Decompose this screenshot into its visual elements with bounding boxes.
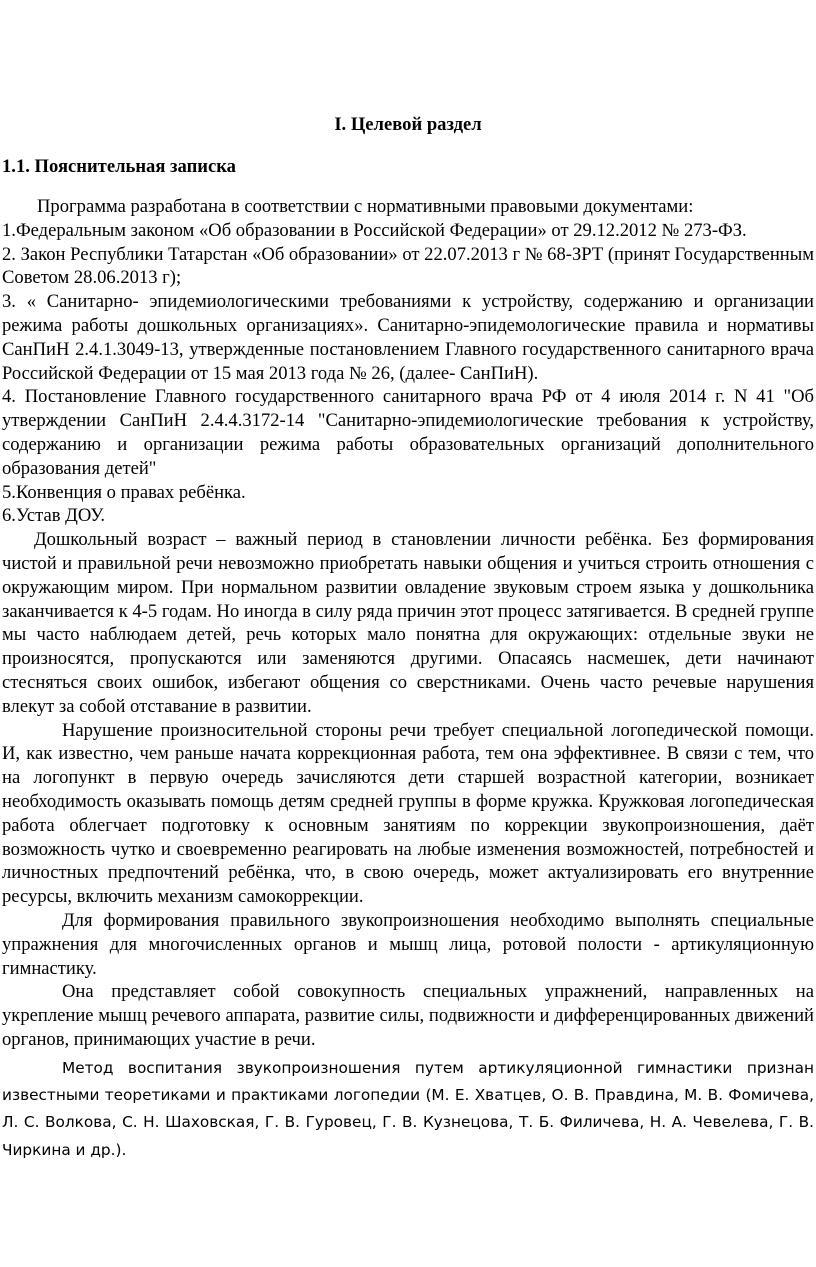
body-paragraph-preschool-age: Дошкольный возраст – важный период в становлении личности ребёнка. Без формирования чистой и правильной речи невозможно приобретать навыки общения и учиться строить отношения с окружающим миром. При нормальном развитии овладение звуковым строем языка у дошкольника заканчивается к 4-5 годам. Но иногда в силу ряда причин этот процесс затягивается. В средней группе мы часто наблюдаем детей, речь которых мало понятна для окружающих: отдельные звуки не произносятся, пропускаются или заменяются другими. Опасаясь насмешек, дети начинают стесняться своих ошибок, избегают общения со сверстниками. Очень часто речевые нарушения влекут за собой отставание в развитии. <box>2 529 814 717</box>
list-item-5: 5.Конвенция о правах ребёнка. <box>2 481 246 503</box>
body-paragraph-exercises: Она представляет собой совокупность специальных упражнений, направленных на укрепление мышц речевого аппарата, развитие силы, подвижности и дифференцированных движений органов, принимающих участие в речи. <box>2 981 814 1050</box>
list-item-1: 1.Федеральным законом «Об образовании в Российской Федерации» от 29.12.2012 № 273-ФЗ. <box>2 219 747 241</box>
body-paragraph-articulation: Для формирования правильного звукопроизношения необходимо выполнять специальные упражнения для многочисленных органов и мышц лица, ротовой полости - артикуляционную гимнастику. <box>2 909 814 979</box>
intro-paragraph: Программа разработана в соответствии с нормативными правовыми документами: <box>37 196 694 217</box>
list-item-6: 6.Устав ДОУ. <box>2 505 106 527</box>
section-title: I. Целевой раздел <box>334 114 482 135</box>
list-item-3: 3. « Санитарно- эпидемиологическими требованиями к устройству, содержанию и организации режима работы дошкольных организациях». Санитарно-эпидемологические правила и нормативы СанПиН 2.4.1.3049-13, утвержденные постановлением Главного государственного санитарного врача Российской Федерации от 15 мая 2013 года № 26, (далее- СанПиН). <box>2 291 814 384</box>
list-item-4: 4. Постановление Главного государственного санитарного врача РФ от 4 июля 2014 г. N 41 "Об утверждении СанПиН 2.4.4.3172-14 "Санитарно-эпидемиологические требования к устройству, содержанию и организации режима работы образовательных организаций дополнительного образования детей" <box>2 386 814 479</box>
document-body <box>2 195 814 1179</box>
body-paragraph-method: Метод воспитания звукопроизношения путем артикуляционной гимнастики признан известными теоретиками и практиками логопедии (М. Е. Хватцев, О. В. Правдина, М. В. Фомичева, Л. С. Волкова, С. Н. Шаховская, Г. В. Гуровец, Г. В. Кузнецова, Т. Б. Филичева, Н. А. Чевелева, Г. В. Чиркина и др.). <box>2 1058 814 1159</box>
body-paragraph-speech-disorder: Нарушение произносительной стороны речи требует специальной логопедической помощи. И, как известно, чем раньше начата коррекционная работа, тем она эффективнее. В связи с тем, что на логопункт в первую очередь зачисляются дети старшей возрастной категории, возникает необходимость оказывать помощь детям средней группы в форме кружка. Кружковая логопедическая работа облегчает подготовку к основным занятиям по коррекции звукопроизношения, даёт возможность чутко и своевременно реагировать на любые изменения возможностей, потребностей и личностных предпочтений ребёнка, что, в свою очередь, может актуализировать его внутренние ресурсы, включить механизм самокоррекции. <box>2 719 814 908</box>
list-item-2: 2. Закон Республики Татарстан «Об образовании» от 22.07.2013 г № 68-ЗРТ (принят Государственным Советом 28.06.2013 г); <box>2 243 814 289</box>
subsection-title: 1.1. Пояснительная записка <box>2 156 236 177</box>
